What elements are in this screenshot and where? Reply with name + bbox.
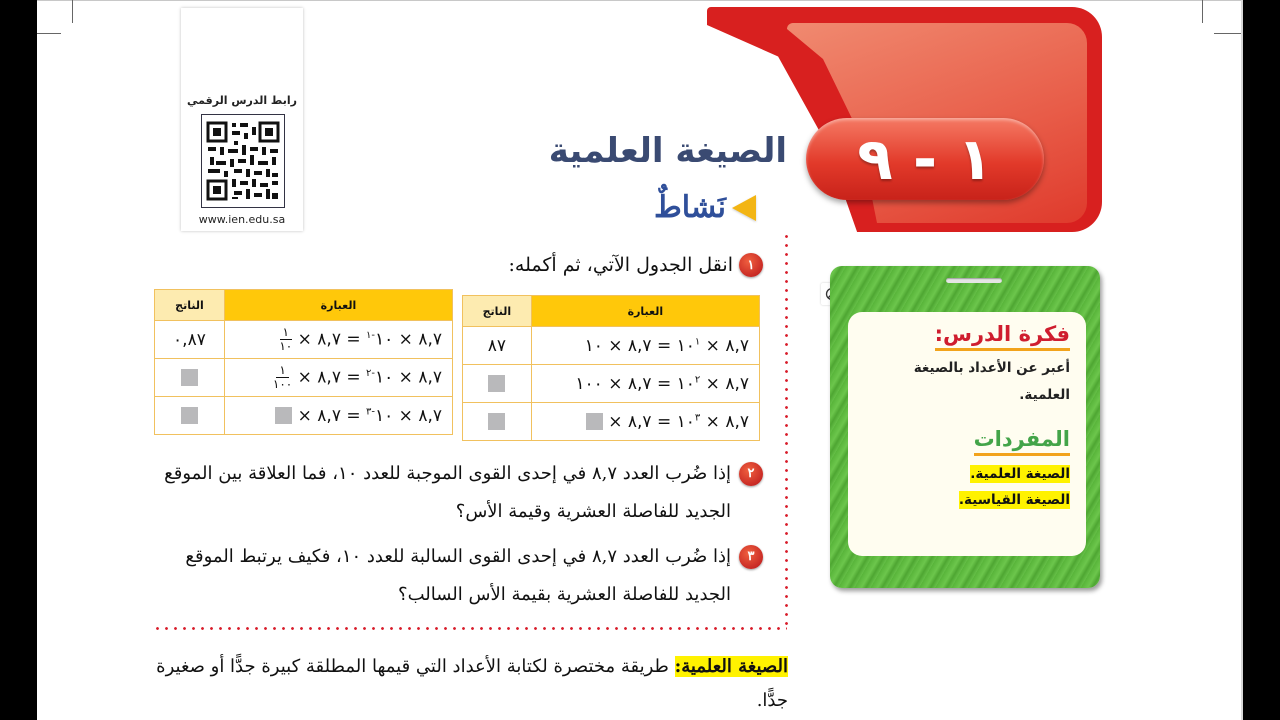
column-header-expression: العبارة: [224, 290, 452, 321]
exponent: -٣: [366, 405, 375, 417]
expression-cell: ٨,٧ × $١٠^{-٣}$ = ٨,٧ ×: [224, 397, 452, 435]
lesson-idea-title: فكرة الدرس:: [935, 322, 1070, 351]
question-text: إذا ضُرب العدد ٨,٧ في إحدى القوى السالبة للعدد ١٠، فكيف يرتبط الموقع الجديد للفاصلة العشرية بقيمة الأس السالب؟: [185, 546, 731, 605]
result-cell[interactable]: [155, 397, 225, 435]
vocabulary-title: المفردات: [974, 427, 1070, 456]
expression-cell: ٨,٧ × $١٠^١$ = ٨,٧ × ١٠: [531, 327, 759, 365]
lesson-idea-text: أعبر عن الأعداد بالصيغة العلمية.: [913, 360, 1070, 403]
crop-mark-top-left-h: [37, 33, 61, 34]
crop-mark-top-right-h: [1214, 33, 1242, 34]
exponent: ٢: [694, 373, 701, 385]
table-row: [463, 327, 760, 365]
crop-mark-top-left-v: [72, 0, 73, 23]
blank-answer-box[interactable]: [488, 375, 505, 392]
activity-label: نَشاطٌ: [654, 190, 726, 225]
crop-mark-top-right-v: [1202, 0, 1203, 23]
blank-answer-box[interactable]: [586, 413, 603, 430]
exponent: ٣: [694, 411, 701, 423]
expression-rhs: ٨,٧ × ١٠: [584, 335, 652, 356]
expression-rhs: ٨,٧ ×: [297, 329, 341, 350]
result-cell[interactable]: [155, 359, 225, 397]
blank-answer-box[interactable]: [181, 407, 198, 424]
negative-powers-table: [154, 289, 453, 435]
question-text: إذا ضُرب العدد ٨,٧ في إحدى القوى الموجبة للعدد ١٠، فما العلاقة بين الموقع الجديد للفاصلة العشرية وقيمة الأس؟: [164, 463, 731, 522]
lesson-title: الصيغة العلمية: [548, 131, 787, 171]
qr-url-link[interactable]: www.ien.edu.sa: [198, 213, 286, 226]
exponent: -١: [366, 329, 375, 341]
triangle-pointer-icon: [732, 195, 756, 221]
expression-lhs: ٨,٧ × ١٠: [676, 373, 749, 394]
card-slot: [946, 278, 1002, 283]
question-number-badge: ٢: [739, 462, 763, 486]
vocabulary-item[interactable]: الصيغة القياسية.: [958, 492, 1070, 508]
blank-answer-box[interactable]: [181, 369, 198, 386]
activity-dotted-border-vertical: [785, 232, 788, 630]
question-text: انقل الجدول الآتي، ثم أكمله:: [508, 254, 733, 276]
expression-rhs: ٨,٧ × ١٠٠: [575, 373, 652, 394]
table-row: [463, 365, 760, 403]
definition-paragraph: [148, 650, 788, 718]
question-3: [143, 538, 763, 614]
table-row: [155, 397, 453, 435]
question-number-badge: ٣: [739, 545, 763, 569]
positive-powers-table: [462, 295, 760, 441]
expression-cell: ٨,٧ × $١٠^٢$ = ٨,٧ × ١٠٠: [531, 365, 759, 403]
fraction: $\frac{١}{١٠٠}$: [272, 363, 293, 391]
result-cell: ٨٧: [463, 327, 532, 365]
expression-rhs: ٨,٧ ×: [297, 367, 341, 388]
result-cell[interactable]: [463, 365, 532, 403]
table-row: [463, 403, 760, 441]
expression-rhs: ٨,٧ ×: [297, 405, 341, 426]
definition-text: طريقة مختصرة لكتابة الأعداد التي قيمها المطلقة كبيرة جدًّا أو صغيرة جدًّا.: [156, 656, 788, 711]
exponent: ١: [694, 335, 701, 347]
vocabulary-item[interactable]: الصيغة العلمية.: [970, 466, 1070, 482]
card-content: [848, 312, 1086, 556]
qr-code-icon[interactable]: [201, 114, 285, 208]
activity-heading: [654, 190, 756, 225]
qr-title: رابط الدرس الرقمي: [187, 94, 297, 107]
expression-lhs: ٨,٧ × ١٠: [676, 411, 749, 432]
fraction: $\frac{١}{١٠}$: [279, 325, 293, 353]
digital-lesson-card[interactable]: [181, 8, 303, 231]
column-header-result: الناتج: [463, 296, 532, 327]
table-row: [155, 321, 453, 359]
page-edge: [1241, 0, 1243, 720]
question-2: [143, 455, 763, 531]
exponent: -٢: [366, 367, 375, 379]
expression-lhs: ٨,٧ × ١٠: [375, 367, 442, 388]
column-header-result: الناتج: [155, 290, 225, 321]
result-cell[interactable]: [463, 403, 532, 441]
expression-lhs: ٨,٧ × ١٠: [676, 335, 749, 356]
expression-lhs: ٨,٧ × ١٠: [375, 329, 442, 350]
page-top-border: [37, 0, 1243, 1]
question-number-badge: ١: [739, 253, 763, 277]
column-header-expression: العبارة: [531, 296, 759, 327]
expression-cell: ٨,٧ × $١٠^٣$ = ٨,٧ ×: [531, 403, 759, 441]
blank-answer-box[interactable]: [275, 407, 292, 424]
activity-dotted-border-horizontal: [153, 627, 787, 630]
lesson-number-badge: [806, 118, 1044, 200]
expression-cell: ٨,٧ × $١٠^{-١}$ = ٨,٧ × $\frac{١}{١٠}$: [224, 321, 452, 359]
question-1: [508, 253, 763, 277]
lesson-number: ١ - ٩: [857, 125, 993, 193]
blank-answer-box[interactable]: [488, 413, 505, 430]
definition-term: الصيغة العلمية:: [674, 656, 788, 677]
result-cell: ٠,٨٧: [155, 321, 225, 359]
expression-lhs: ٨,٧ × ١٠: [375, 405, 442, 426]
expression-rhs: ٨,٧ ×: [608, 411, 652, 432]
lesson-idea-card: [830, 266, 1100, 588]
expression-cell: ٨,٧ × $١٠^{-٢}$ = ٨,٧ × $\frac{١}{١٠٠}$: [224, 359, 452, 397]
table-row: [155, 359, 453, 397]
